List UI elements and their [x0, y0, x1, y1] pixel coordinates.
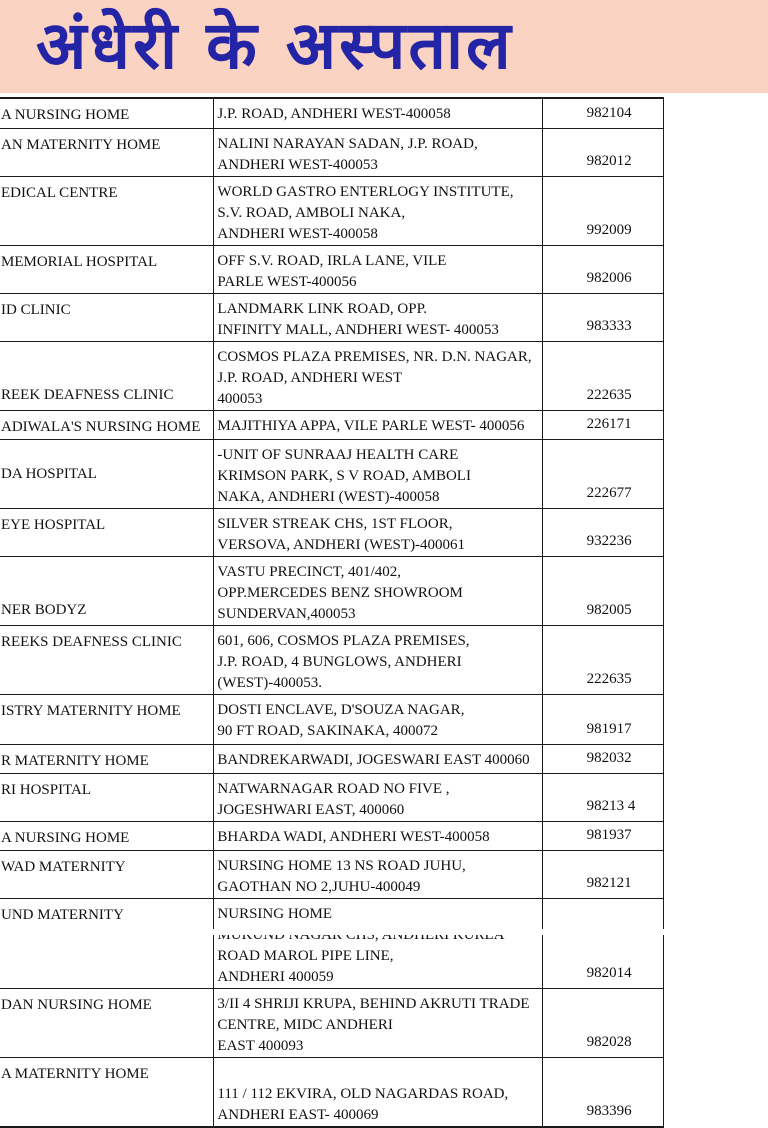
phone-cell: 982121: [542, 850, 663, 898]
phone-cell: 982005: [542, 556, 663, 625]
address-cell: OFF S.V. ROAD, IRLA LANE, VILE PARLE WEST-400056: [214, 245, 542, 293]
hospital-name-cell: EYE HOSPITAL: [0, 508, 214, 556]
hospital-table-body: [0, 98, 664, 1127]
header-banner: [0, 0, 768, 93]
table-row: [0, 773, 664, 821]
hospital-table-container: [0, 97, 768, 1123]
page-title: अंधेरी के अस्पताल: [36, 7, 514, 84]
table-row: [0, 694, 664, 744]
address-cell: -UNIT OF SUNRAAJ HEALTH CARE KRIMSON PARK, S V ROAD, AMBOLI NAKA, ANDHERI (WEST)-400058: [214, 439, 542, 508]
phone-cell: 222677: [542, 439, 663, 508]
table-row: [0, 625, 664, 694]
phone-cell: 992009: [542, 176, 663, 245]
hospital-name-cell: REEK DEAFNESS CLINIC: [0, 341, 214, 410]
phone-cell: 982006: [542, 245, 663, 293]
phone-cell: 982014: [542, 898, 663, 988]
table-row: [0, 128, 664, 176]
phone-cell: 226171: [542, 410, 663, 439]
address-cell: J.P. ROAD, ANDHERI WEST-400058: [214, 98, 542, 128]
phone-cell: 982028: [542, 988, 663, 1057]
table-row: [0, 898, 664, 988]
hospital-name-cell: UND MATERNITY: [0, 898, 214, 988]
address-cell: NURSING HOME 13 NS ROAD JUHU, GAOTHAN NO 2,JUHU-400049: [214, 850, 542, 898]
hospital-name-cell: ID CLINIC: [0, 293, 214, 341]
table-row: [0, 556, 664, 625]
phone-cell: 982012: [542, 128, 663, 176]
table-row: [0, 988, 664, 1057]
address-cell: WORLD GASTRO ENTERLOGY INSTITUTE, S.V. ROAD, AMBOLI NAKA, ANDHERI WEST-400058: [214, 176, 542, 245]
phone-cell: 222635: [542, 625, 663, 694]
phone-cell: 98213 4: [542, 773, 663, 821]
table-row: [0, 98, 664, 128]
address-cell: 601, 606, COSMOS PLAZA PREMISES, J.P. ROAD, 4 BUNGLOWS, ANDHERI (WEST)-400053.: [214, 625, 542, 694]
table-row: [0, 1057, 664, 1127]
hospital-name-cell: DA HOSPITAL: [0, 439, 214, 508]
address-cell: MAJITHIYA APPA, VILE PARLE WEST- 400056: [214, 410, 542, 439]
hospital-name-cell: WAD MATERNITY: [0, 850, 214, 898]
hospital-name-cell: ISTRY MATERNITY HOME: [0, 694, 214, 744]
hospital-name-cell: DAN NURSING HOME: [0, 988, 214, 1057]
table-row: [0, 245, 664, 293]
address-cell: NATWARNAGAR ROAD NO FIVE , JOGESHWARI EAST, 400060: [214, 773, 542, 821]
table-row: [0, 850, 664, 898]
table-row: [0, 821, 664, 850]
address-cell: 111 / 112 EKVIRA, OLD NAGARDAS ROAD, ANDHERI EAST- 400069: [214, 1057, 542, 1127]
address-cell: COSMOS PLAZA PREMISES, NR. D.N. NAGAR, J.P. ROAD, ANDHERI WEST 400053: [214, 341, 542, 410]
phone-cell: 982032: [542, 744, 663, 773]
phone-cell: 983396: [542, 1057, 663, 1127]
hospital-name-cell: REEKS DEAFNESS CLINIC: [0, 625, 214, 694]
address-cell: VASTU PRECINCT, 401/402, OPP.MERCEDES BENZ SHOWROOM SUNDERVAN,400053: [214, 556, 542, 625]
address-cell: 3/II 4 SHRIJI KRUPA, BEHIND AKRUTI TRADE CENTRE, MIDC ANDHERI EAST 400093: [214, 988, 542, 1057]
table-row: [0, 508, 664, 556]
address-cell: BHARDA WADI, ANDHERI WEST-400058: [214, 821, 542, 850]
phone-cell: 983333: [542, 293, 663, 341]
table-row: [0, 341, 664, 410]
phone-cell: 982104: [542, 98, 663, 128]
table-row: [0, 744, 664, 773]
hospital-name-cell: NER BODYZ: [0, 556, 214, 625]
phone-cell: 981917: [542, 694, 663, 744]
phone-cell: 222635: [542, 341, 663, 410]
table-row: [0, 176, 664, 245]
table-row: [0, 293, 664, 341]
hospital-name-cell: AN MATERNITY HOME: [0, 128, 214, 176]
phone-cell: 981937: [542, 821, 663, 850]
address-cell: SILVER STREAK CHS, 1ST FLOOR, VERSOVA, ANDHERI (WEST)-400061: [214, 508, 542, 556]
hospital-name-cell: A NURSING HOME: [0, 821, 214, 850]
hospital-name-cell: MEMORIAL HOSPITAL: [0, 245, 214, 293]
hospital-name-cell: R MATERNITY HOME: [0, 744, 214, 773]
hospital-name-cell: ADIWALA'S NURSING HOME: [0, 410, 214, 439]
address-cell: LANDMARK LINK ROAD, OPP. INFINITY MALL, ANDHERI WEST- 400053: [214, 293, 542, 341]
hospital-name-cell: EDICAL CENTRE: [0, 176, 214, 245]
table-row: [0, 439, 664, 508]
address-cell: NALINI NARAYAN SADAN, J.P. ROAD, ANDHERI WEST-400053: [214, 128, 542, 176]
address-cell: BANDREKARWADI, JOGESWARI EAST 400060: [214, 744, 542, 773]
hospital-table: [0, 97, 664, 1128]
hospital-name-cell: RI HOSPITAL: [0, 773, 214, 821]
phone-cell: 932236: [542, 508, 663, 556]
address-cell: DOSTI ENCLAVE, D'SOUZA NAGAR, 90 FT ROAD, SAKINAKA, 400072: [214, 694, 542, 744]
table-row: [0, 410, 664, 439]
hospital-name-cell: A NURSING HOME: [0, 98, 214, 128]
address-cell: NURSING HOME ROAD MAROL PIPE LINE, ANDHERI 400059: [214, 898, 542, 988]
hospital-name-cell: A MATERNITY HOME: [0, 1057, 214, 1127]
page-bottom-margin: [0, 929, 768, 935]
